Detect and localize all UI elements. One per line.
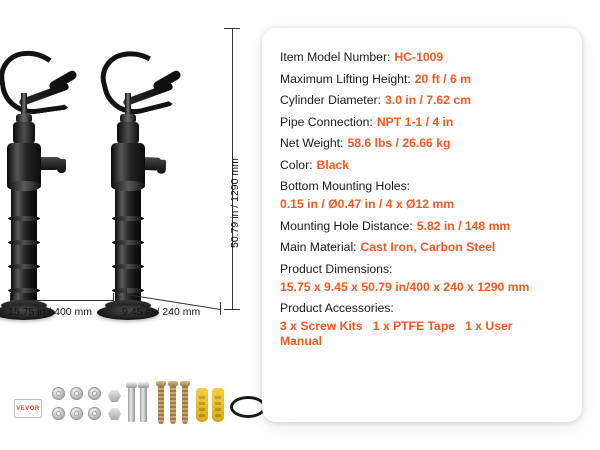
pump-neck	[117, 122, 139, 144]
spec-value: 20 ft / 6 m	[414, 71, 471, 86]
spec-value: 0.15 in / Ø0.47 in / 4 x Ø12 mm	[280, 197, 455, 211]
spec-label: Item Model Number:	[280, 50, 391, 64]
nut-icon	[108, 408, 121, 420]
width-dimension-label: 15.75 in / 400 mm	[8, 306, 93, 318]
bolt-icon	[140, 386, 147, 422]
height-dimension-tick-bottom	[224, 309, 240, 310]
spec-value: HC-1009	[394, 50, 444, 64]
spec-label: Bottom Mounting Holes:	[280, 179, 411, 193]
washer-icon	[70, 387, 83, 400]
pump-column	[115, 187, 141, 307]
spec-label: Pipe Connection:	[280, 114, 373, 129]
width-dimension-line	[10, 300, 114, 301]
depth-dimension-label: 9.45 in / 240 mm	[122, 306, 201, 318]
spec-label: Maximum Lifting Height:	[280, 71, 411, 86]
pump-neck	[13, 122, 35, 144]
width-dimension-tick-right	[113, 293, 114, 307]
spec-row-color	[280, 158, 564, 173]
wall-anchor-icon	[212, 388, 224, 422]
height-dimension-label: 50.79 in / 1290 mm	[229, 158, 241, 248]
pump-illustration	[0, 18, 258, 338]
washer-icon	[52, 407, 65, 420]
spec-label: Cylinder Diameter:	[280, 93, 381, 107]
screw-icon	[170, 384, 176, 424]
spec-row-pipe-connection	[280, 115, 564, 130]
spec-label: Color:	[280, 157, 313, 172]
spec-value: Black	[316, 157, 350, 172]
depth-dimension-tick-right	[220, 302, 221, 315]
spec-row-net-weight	[280, 136, 564, 151]
spec-row-cylinder-diameter	[280, 93, 564, 108]
spec-value: Cast Iron, Carbon Steel	[360, 240, 496, 254]
specification-card	[262, 28, 582, 422]
spec-row-bottom-mounting-holes	[280, 179, 564, 212]
depth-dimension-tick-left	[126, 288, 127, 301]
spec-label: Main Material:	[280, 240, 357, 254]
spec-label: Net Weight:	[280, 136, 344, 150]
pump-column	[11, 187, 37, 307]
screw-icon	[182, 384, 188, 424]
spec-value: 3.0 in / 7.62 cm	[384, 93, 471, 107]
accessory-item: 3 x Screw Kits	[280, 319, 363, 333]
ptfe-tape-icon	[230, 396, 266, 418]
product-image-panel	[0, 0, 258, 450]
spec-value: 5.82 in / 148 mm	[416, 218, 511, 233]
nut-icon	[108, 390, 121, 402]
accessories-values	[280, 319, 564, 349]
accessories-illustration	[12, 374, 248, 432]
accessory-item: 1 x PTFE Tape	[372, 319, 456, 333]
washer-icon	[52, 387, 65, 400]
height-dimension-tick-top	[224, 28, 240, 29]
spec-row-product-accessories	[280, 301, 564, 349]
spec-label: Product Dimensions:	[280, 261, 393, 276]
screw-icon	[158, 384, 164, 424]
pump-riser	[125, 93, 131, 115]
width-dimension-tick-left	[10, 293, 11, 307]
spec-row-max-lifting-height	[280, 72, 564, 87]
spec-row-model-number	[280, 50, 564, 65]
spec-row-product-dimensions	[280, 262, 564, 295]
brand-tag: VEVOR	[14, 399, 42, 418]
bolt-icon	[128, 386, 135, 422]
spec-value: NPT 1-1 / 4 in	[376, 114, 454, 129]
washer-icon	[88, 387, 101, 400]
wall-anchor-icon	[196, 388, 208, 422]
accessory-item: 1 x User Manual	[280, 319, 513, 348]
spec-label: Product Accessories:	[280, 301, 394, 315]
spec-row-mounting-hole-distance	[280, 219, 564, 234]
specification-list	[280, 50, 564, 349]
spec-label: Mounting Hole Distance:	[280, 218, 413, 233]
spec-value: 15.75 x 9.45 x 50.79 in/400 x 240 x 1290 mm	[280, 279, 530, 294]
spec-row-main-material	[280, 240, 564, 255]
pump-riser	[21, 93, 27, 115]
washer-icon	[88, 407, 101, 420]
spec-value: 58.6 lbs / 26.66 kg	[347, 136, 451, 150]
washer-icon	[70, 407, 83, 420]
